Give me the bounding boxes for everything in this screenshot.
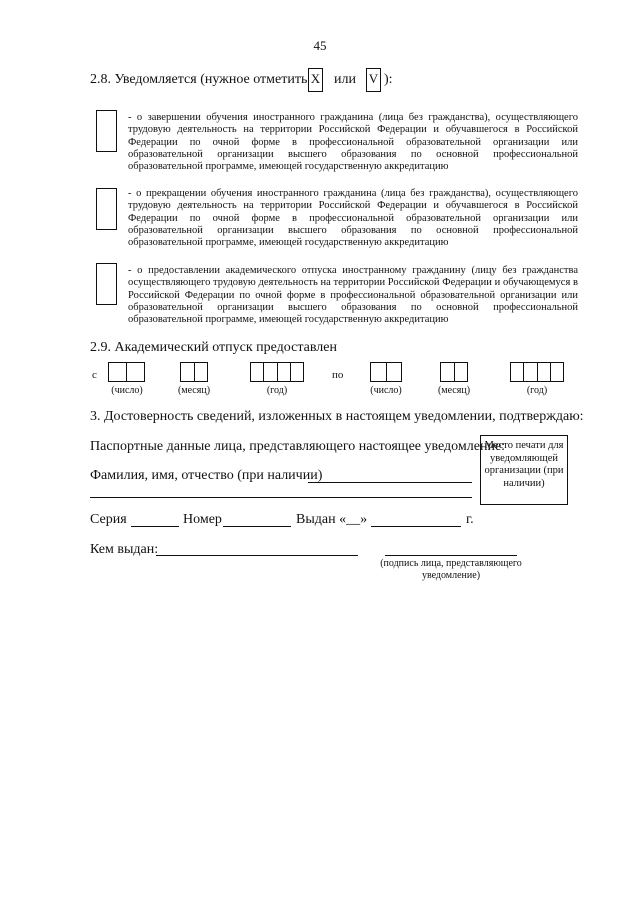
section-2-8-heading: 2.8. Уведомляется (нужное отметить bbox=[90, 72, 308, 87]
option-completion-checkbox[interactable] bbox=[96, 110, 117, 152]
section-2-9-heading: 2.9. Академический отпуск предоставлен bbox=[90, 340, 337, 355]
number-label: Номер bbox=[183, 512, 222, 527]
fio-field-second-line[interactable] bbox=[90, 497, 472, 498]
mark-v-box: V bbox=[366, 68, 381, 92]
option-leave-text: - о предоставлении академического отпуска иностранному гражданину (лицу без гражданства осуществляющего трудовую деятельность на территории Российской Федерации и обучающемуся в Российской Федерации по очной форме в профессиональной образовательной организации или образовательной организации высшего образования по основной профессиональной образовательной программе, имеющей государственную аккредитацию bbox=[128, 265, 578, 326]
or-text: или bbox=[334, 72, 356, 87]
heading-suffix: ): bbox=[384, 72, 393, 87]
option-leave-checkbox[interactable] bbox=[96, 263, 117, 305]
fio-label: Фамилия, имя, отчество (при наличии) bbox=[90, 468, 323, 483]
from-label: с bbox=[92, 369, 97, 381]
issued-by-field[interactable] bbox=[156, 555, 358, 556]
issued-date-field[interactable] bbox=[371, 526, 461, 527]
to-label: по bbox=[332, 369, 344, 381]
signature-caption: (подпись лица, представляющего уведомление) bbox=[380, 558, 522, 581]
fio-field[interactable] bbox=[308, 482, 472, 483]
to-month-cells[interactable] bbox=[440, 362, 468, 382]
series-label: Серия bbox=[90, 512, 127, 527]
issued-date-label: Выдан «__» bbox=[296, 512, 368, 527]
to-year-caption: (год) bbox=[526, 385, 548, 396]
option-completion-text: - о завершении обучения иностранного гражданина (лица без гражданства), осуществляющего трудовую деятельность на территории Российской Федерации и обучавшегося в Российской Федерации по очной форме в профессиональной образовательной организации или образовательной организации высшего образования по основной профессиональной образовательной программе, имеющей государственную аккредитацию bbox=[128, 112, 578, 173]
page-number: 45 bbox=[313, 38, 327, 53]
number-field[interactable] bbox=[223, 526, 291, 527]
from-day-cells[interactable] bbox=[108, 362, 145, 382]
series-field[interactable] bbox=[131, 526, 179, 527]
from-month-caption: (месяц) bbox=[177, 385, 211, 396]
from-year-cells[interactable] bbox=[250, 362, 304, 382]
to-month-caption: (месяц) bbox=[437, 385, 471, 396]
year-suffix: г. bbox=[466, 512, 474, 527]
from-month-cells[interactable] bbox=[180, 362, 208, 382]
signature-field[interactable] bbox=[385, 555, 517, 556]
to-day-cells[interactable] bbox=[370, 362, 402, 382]
issued-by-label: Кем выдан: bbox=[90, 542, 159, 557]
stamp-place-box: Место печати для уведомляющей организации (при наличии) bbox=[480, 435, 568, 505]
to-year-cells[interactable] bbox=[510, 362, 564, 382]
from-day-caption: (число) bbox=[111, 385, 143, 396]
option-termination-text: - о прекращении обучения иностранного гражданина (лица без гражданства), осуществляющего трудовую деятельность на территории Российской Федерации и обучавшегося в Российской Федерации по очной форме в профессиональной образовательной организации или образовательной организации высшего образования по основной профессиональной образовательной программе, имеющей государственную аккредитацию bbox=[128, 188, 578, 249]
to-day-caption: (число) bbox=[370, 385, 402, 396]
from-year-caption: (год) bbox=[266, 385, 288, 396]
option-termination-checkbox[interactable] bbox=[96, 188, 117, 230]
passport-label: Паспортные данные лица, представляющего настоящее уведомление: bbox=[90, 439, 506, 454]
section-3-heading: 3. Достоверность сведений, изложенных в настоящем уведомлении, подтверждаю: bbox=[90, 409, 584, 424]
mark-x-box: X bbox=[308, 68, 323, 92]
